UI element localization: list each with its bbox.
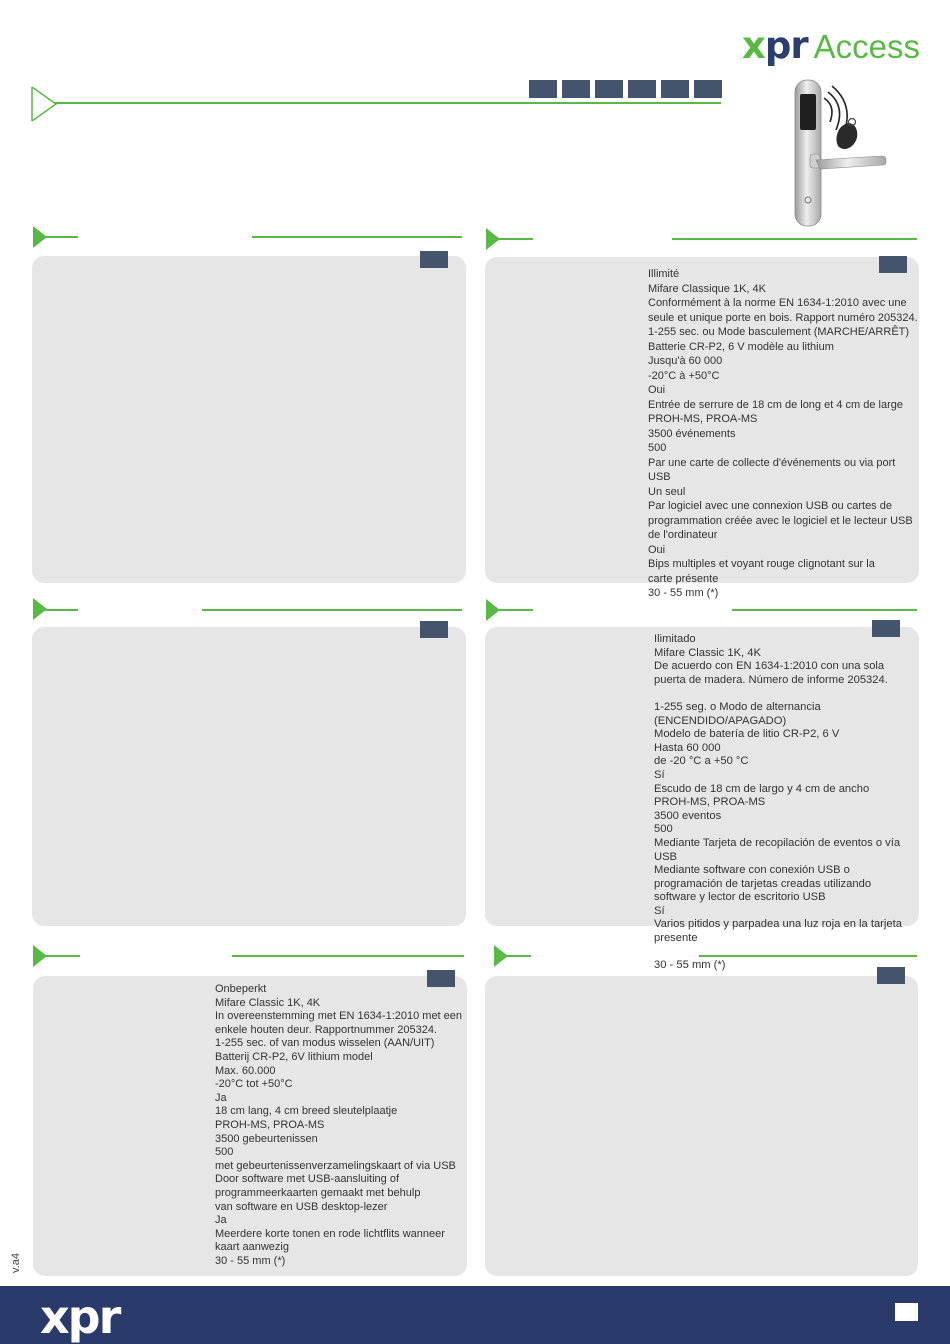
spec-line: 1-255 sec. ou Mode basculement (MARCHE/ARRÊT) <box>648 326 910 338</box>
spec-line: PROH-MS, PROA-MS <box>654 796 766 809</box>
spec-line: Par logiciel avec une connexion USB ou cartes de <box>648 500 892 512</box>
spec-line: 30 - 55 mm (*) <box>648 587 719 599</box>
spec-line: carte présente <box>648 572 719 585</box>
panel-tab <box>420 621 448 638</box>
spec-line: Batterie CR-P2, 6 V modèle au lithium <box>648 340 834 353</box>
spec-line: Sí <box>654 768 665 781</box>
section-rule <box>497 238 533 240</box>
panel-tab <box>877 967 905 984</box>
spec-panel-empty <box>32 256 466 583</box>
header-chevron-icon <box>30 86 60 122</box>
spec-line: 1-255 sec. of van modus wisselen (AAN/UIT) <box>215 1037 435 1050</box>
spec-line: 500 <box>215 1146 234 1159</box>
spec-line: Hasta 60 000 <box>654 741 721 754</box>
xpr-access-logo: xpr Access <box>742 24 920 67</box>
spec-panel-empty <box>485 976 918 1276</box>
spec-line: Ja <box>215 1214 227 1227</box>
header-tab <box>628 80 656 98</box>
spec-line: -20°C tot +50°C <box>215 1078 293 1091</box>
spec-line: Illimité <box>648 268 680 280</box>
spec-line: Mifare Classic 1K, 4K <box>215 996 321 1009</box>
panel-tab <box>420 251 448 268</box>
spec-line: kaart aanwezig <box>215 1241 289 1254</box>
spec-line: Meerdere korte tonen en rode lichtflits wanneer <box>215 1227 445 1240</box>
spec-line: -20°C à +50°C <box>648 369 720 382</box>
spec-line: Door software met USB-aansluiting of <box>215 1173 400 1186</box>
spec-line: Mediante software con conexión USB o <box>654 864 850 877</box>
spec-line: 500 <box>648 442 667 454</box>
header-rule <box>54 102 721 104</box>
spec-line: In overeenstemming met EN 1634-1:2010 met een <box>215 1010 463 1023</box>
spec-values-es <box>654 633 918 973</box>
spec-line: Jusqu'à 60 000 <box>648 355 723 367</box>
spec-line: PROH-MS, PROA-MS <box>215 1118 325 1131</box>
spec-line: de -20 °C a +50 °C <box>654 755 749 768</box>
spec-panel-empty <box>32 627 466 926</box>
footer-xpr-logo: xpr <box>40 1290 120 1344</box>
spec-line: van software en USB desktop-lezer <box>215 1200 388 1213</box>
spec-line: Max. 60.000 <box>215 1064 276 1077</box>
spec-line: Escudo de 18 cm de largo y 4 cm de ancho <box>654 782 870 795</box>
spec-line: puerta de madera. Número de informe 205324. <box>654 673 888 686</box>
spec-line: Un seul <box>648 485 686 498</box>
section-rule <box>252 236 462 238</box>
section-rule <box>672 238 917 240</box>
spec-line: Par une carte de collecte d'événements ou via port USB <box>648 456 896 483</box>
spec-line: presente <box>654 932 698 945</box>
section-rule <box>232 955 464 957</box>
spec-line: Bips multiples et voyant rouge clignotant sur la <box>648 558 875 570</box>
header-tab <box>562 80 590 98</box>
spec-line: 3500 gebeurtenissen <box>215 1132 318 1145</box>
spec-line <box>654 946 918 960</box>
spec-line: met gebeurtenissenverzamelingskaart of via USB <box>215 1159 456 1172</box>
spec-line: 30 - 55 mm (*) <box>215 1254 286 1267</box>
spec-line: Mifare Classic 1K, 4K <box>654 646 761 659</box>
section-rule <box>732 609 917 611</box>
section-rule <box>44 609 78 611</box>
spec-line <box>654 687 918 701</box>
spec-line: Ilimitado <box>654 633 696 645</box>
section-rule <box>44 955 80 957</box>
footer-bar <box>0 1286 950 1344</box>
spec-line: Modelo de batería de litio CR-P2, 6 V <box>654 728 840 741</box>
spec-line: programación de tarjetas creadas utilizando <box>654 877 872 890</box>
spec-line: de l'ordinateur <box>648 529 718 541</box>
section-rule <box>44 236 78 238</box>
spec-values-fr <box>648 267 918 601</box>
spec-line: Ja <box>215 1091 227 1104</box>
spec-line: Varios pitidos y parpadea una luz roja en la tarjeta <box>654 918 902 931</box>
spec-line: Entrée de serrure de 18 cm de long et 4 cm de large <box>648 398 903 411</box>
spec-line: 3500 événements <box>648 427 736 440</box>
spec-line: 1-255 seg. o Modo de alternancia (ENCENDIDO/APAGADO) <box>654 700 821 727</box>
section-rule <box>699 955 917 957</box>
spec-line: 30 - 55 mm (*) <box>654 959 726 972</box>
spec-line: 18 cm lang, 4 cm breed sleutelplaatje <box>215 1105 398 1118</box>
spec-line: PROH-MS, PROA-MS <box>648 413 758 425</box>
spec-line: 500 <box>654 823 673 836</box>
spec-line: Onbeperkt <box>215 983 267 995</box>
spec-line: Mediante Tarjeta de recopilación de eventos o vía USB <box>654 836 901 863</box>
door-handle-product-image <box>780 76 890 228</box>
spec-line: Oui <box>648 543 666 556</box>
section-rule <box>497 609 533 611</box>
header-tab <box>595 80 623 98</box>
spec-line: Batterij CR-P2, 6V lithium model <box>215 1050 373 1063</box>
header-tab <box>661 80 689 98</box>
spec-line: seule et unique porte en bois. Rapport numéro 205324. <box>648 311 918 324</box>
spec-line: Conformément à la norme EN 1634-1:2010 avec une <box>648 297 907 309</box>
section-rule <box>505 955 531 957</box>
spec-line: Mifare Classique 1K, 4K <box>648 282 766 295</box>
spec-line: programmation créée avec le logiciel et le lecteur USB <box>648 514 913 527</box>
spec-values-nl <box>215 983 467 1268</box>
spec-line: software y lector de escritorio USB <box>654 891 826 904</box>
spec-line: 3500 eventos <box>654 809 722 822</box>
section-rule <box>202 609 462 611</box>
spec-line: enkele houten deur. Rapportnummer 205324. <box>215 1023 437 1036</box>
header-tab <box>529 80 557 98</box>
header-tab <box>694 80 722 98</box>
spec-line: Oui <box>648 384 666 396</box>
footer-page-box <box>895 1303 918 1321</box>
spec-line: De acuerdo con EN 1634-1:2010 con una sola <box>654 660 885 673</box>
spec-line: programmeerkaarten gemaakt met behulp <box>215 1186 421 1199</box>
spec-line: Sí <box>654 904 665 917</box>
version-label: v.a4 <box>10 1253 22 1273</box>
